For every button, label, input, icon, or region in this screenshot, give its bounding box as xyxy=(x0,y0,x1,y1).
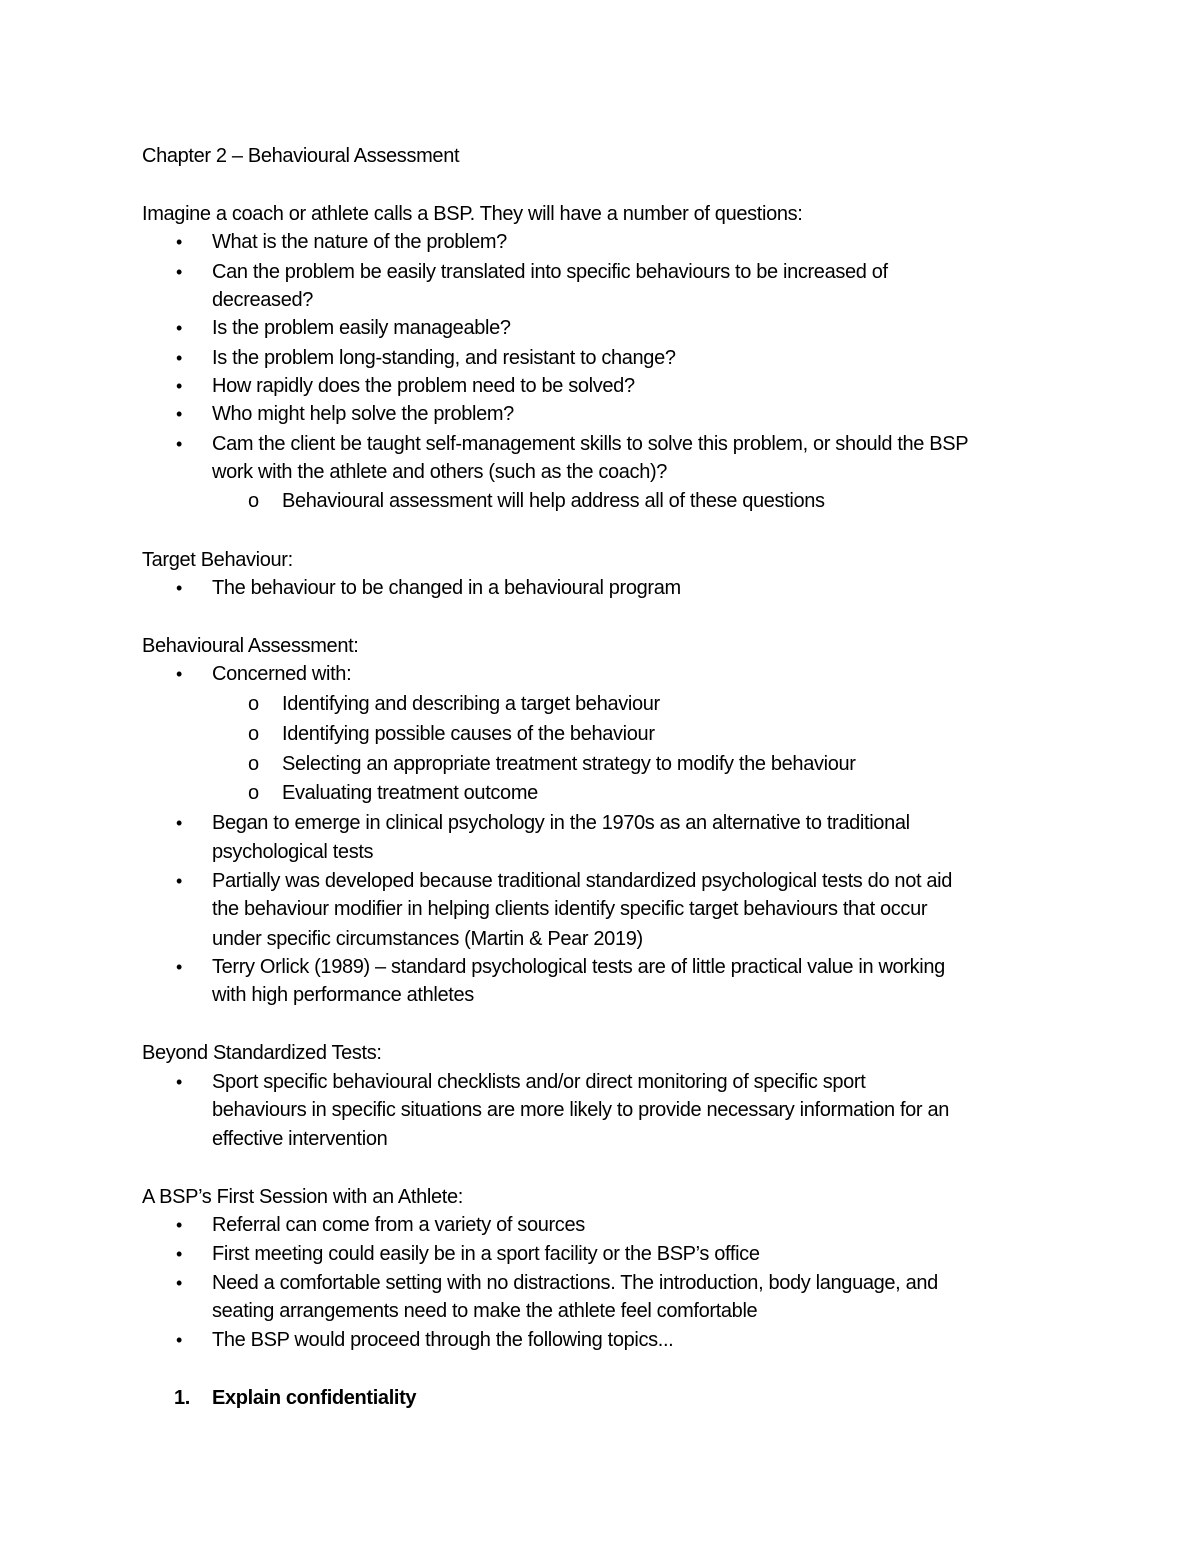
list-item: Cam the client be taught self-management skills to solve this problem, or should the BSP xyxy=(212,433,969,455)
list-item-continuation: with high performance athletes xyxy=(212,984,474,1006)
bullet-icon: • xyxy=(176,318,183,338)
list-item: Can the problem be easily translated into specific behaviours to be increased of xyxy=(212,261,888,283)
bullet-icon: • xyxy=(176,871,183,891)
list-item-continuation: under specific circumstances (Martin & Pear 2019) xyxy=(212,928,643,950)
bullet-icon: • xyxy=(176,232,183,252)
list-item: Partially was developed because traditional standardized psychological tests do not aid xyxy=(212,870,953,892)
section-heading-beyond-tests: Beyond Standardized Tests: xyxy=(142,1042,382,1064)
list-item: The behaviour to be changed in a behavioural program xyxy=(212,577,681,599)
list-item-continuation: work with the athlete and others (such as the coach)? xyxy=(212,461,668,483)
list-item: Began to emerge in clinical psychology in the 1970s as an alternative to traditional xyxy=(212,812,910,834)
list-item: Who might help solve the problem? xyxy=(212,403,514,425)
list-item-continuation: decreased? xyxy=(212,289,314,311)
sub-list-item: Identifying and describing a target behaviour xyxy=(282,693,660,715)
bullet-icon: • xyxy=(176,376,183,396)
list-item-continuation: psychological tests xyxy=(212,841,374,863)
bullet-icon: • xyxy=(176,813,183,833)
list-item: Need a comfortable setting with no distractions. The introduction, body language, and xyxy=(212,1272,938,1294)
list-item-continuation: seating arrangements need to make the athlete feel comfortable xyxy=(212,1300,758,1322)
bullet-icon: • xyxy=(176,664,183,684)
list-item-continuation: effective intervention xyxy=(212,1128,388,1150)
list-item: Terry Orlick (1989) – standard psychological tests are of little practical value in working xyxy=(212,956,945,978)
bullet-icon: • xyxy=(176,262,183,282)
list-item-continuation: behaviours in specific situations are more likely to provide necessary information for an xyxy=(212,1099,949,1121)
bullet-icon: • xyxy=(176,1273,183,1293)
list-item: Concerned with: xyxy=(212,663,352,685)
list-item: The BSP would proceed through the following topics... xyxy=(212,1329,674,1351)
sub-list-item: Evaluating treatment outcome xyxy=(282,782,538,804)
sub-list-item: Behavioural assessment will help address all of these questions xyxy=(282,490,825,512)
list-item-continuation: the behaviour modifier in helping clients identify specific target behaviours that occur xyxy=(212,898,928,920)
bullet-icon: • xyxy=(176,1215,183,1235)
list-item: Is the problem easily manageable? xyxy=(212,317,511,339)
sub-bullet-icon: o xyxy=(248,693,260,715)
sub-bullet-icon: o xyxy=(248,723,260,745)
bullet-icon: • xyxy=(176,348,183,368)
sub-list-item: Identifying possible causes of the behaviour xyxy=(282,723,655,745)
sub-bullet-icon: o xyxy=(248,782,260,804)
section-heading-behavioural-assessment: Behavioural Assessment: xyxy=(142,635,359,657)
numbered-item-number: 1. xyxy=(174,1387,190,1409)
sub-list-item: Selecting an appropriate treatment strategy to modify the behaviour xyxy=(282,753,856,775)
sub-bullet-icon: o xyxy=(248,490,260,512)
bullet-icon: • xyxy=(176,434,183,454)
bullet-icon: • xyxy=(176,404,183,424)
list-item: Sport specific behavioural checklists and/or direct monitoring of specific sport xyxy=(212,1071,866,1093)
numbered-item-heading: Explain confidentiality xyxy=(212,1387,417,1409)
intro-lead: Imagine a coach or athlete calls a BSP. They will have a number of questions: xyxy=(142,203,803,225)
section-heading-first-session: A BSP’s First Session with an Athlete: xyxy=(142,1186,463,1208)
bullet-icon: • xyxy=(176,578,183,598)
bullet-icon: • xyxy=(176,1244,183,1264)
bullet-icon: • xyxy=(176,957,183,977)
bullet-icon: • xyxy=(176,1072,183,1092)
list-item: Referral can come from a variety of sources xyxy=(212,1214,585,1236)
list-item: Is the problem long-standing, and resistant to change? xyxy=(212,347,676,369)
bullet-icon: • xyxy=(176,1330,183,1350)
section-heading-target-behaviour: Target Behaviour: xyxy=(142,549,293,571)
chapter-title: Chapter 2 – Behavioural Assessment xyxy=(142,145,460,167)
list-item: How rapidly does the problem need to be solved? xyxy=(212,375,635,397)
sub-bullet-icon: o xyxy=(248,753,260,775)
list-item: First meeting could easily be in a sport facility or the BSP’s office xyxy=(212,1243,760,1265)
list-item: What is the nature of the problem? xyxy=(212,231,507,253)
